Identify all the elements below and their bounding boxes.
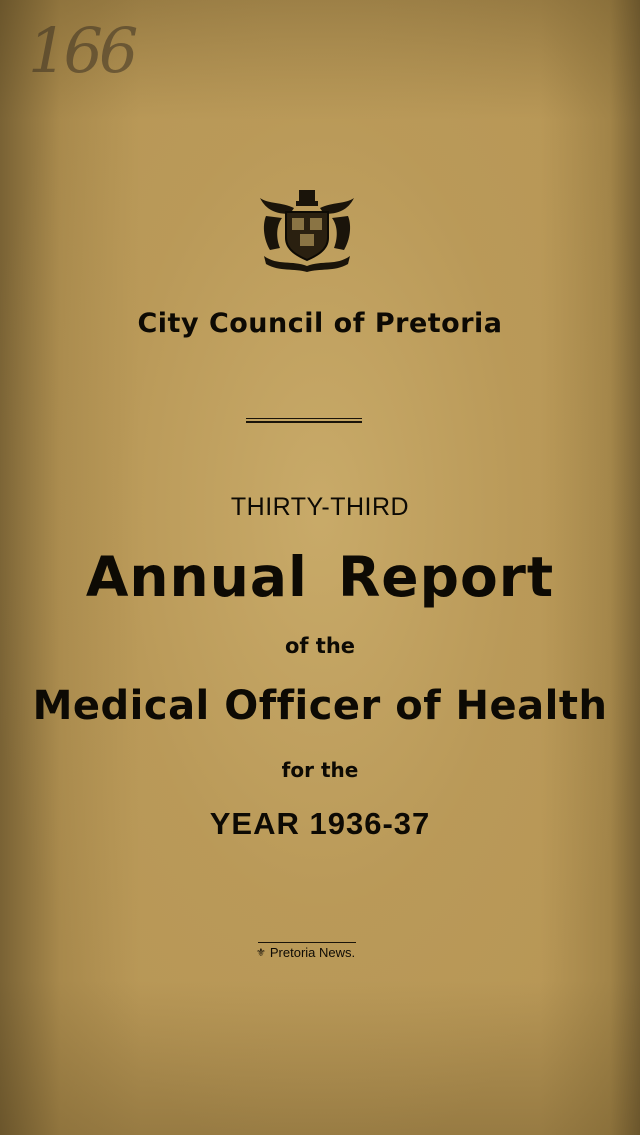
handwritten-note: 166 (28, 14, 135, 87)
printer-name: Pretoria News. (269, 945, 356, 960)
printer-imprint (256, 945, 355, 960)
coat-of-arms-icon (256, 186, 358, 272)
report-title: Annual Report (85, 545, 555, 609)
imprint-rule (258, 942, 356, 943)
double-rule-bottom (246, 421, 362, 423)
edition-label: THIRTY-THIRD (230, 493, 410, 521)
connector-of-the: of the (284, 634, 356, 658)
double-rule-top (246, 418, 362, 419)
issuer-heading: City Council of Pretoria (137, 308, 503, 339)
union-label-icon: ⚜ (256, 947, 266, 959)
report-subject: Medical Officer of Health (32, 683, 608, 729)
report-period: YEAR 1936-37 (209, 806, 431, 841)
connector-for-the: for the (281, 758, 359, 782)
